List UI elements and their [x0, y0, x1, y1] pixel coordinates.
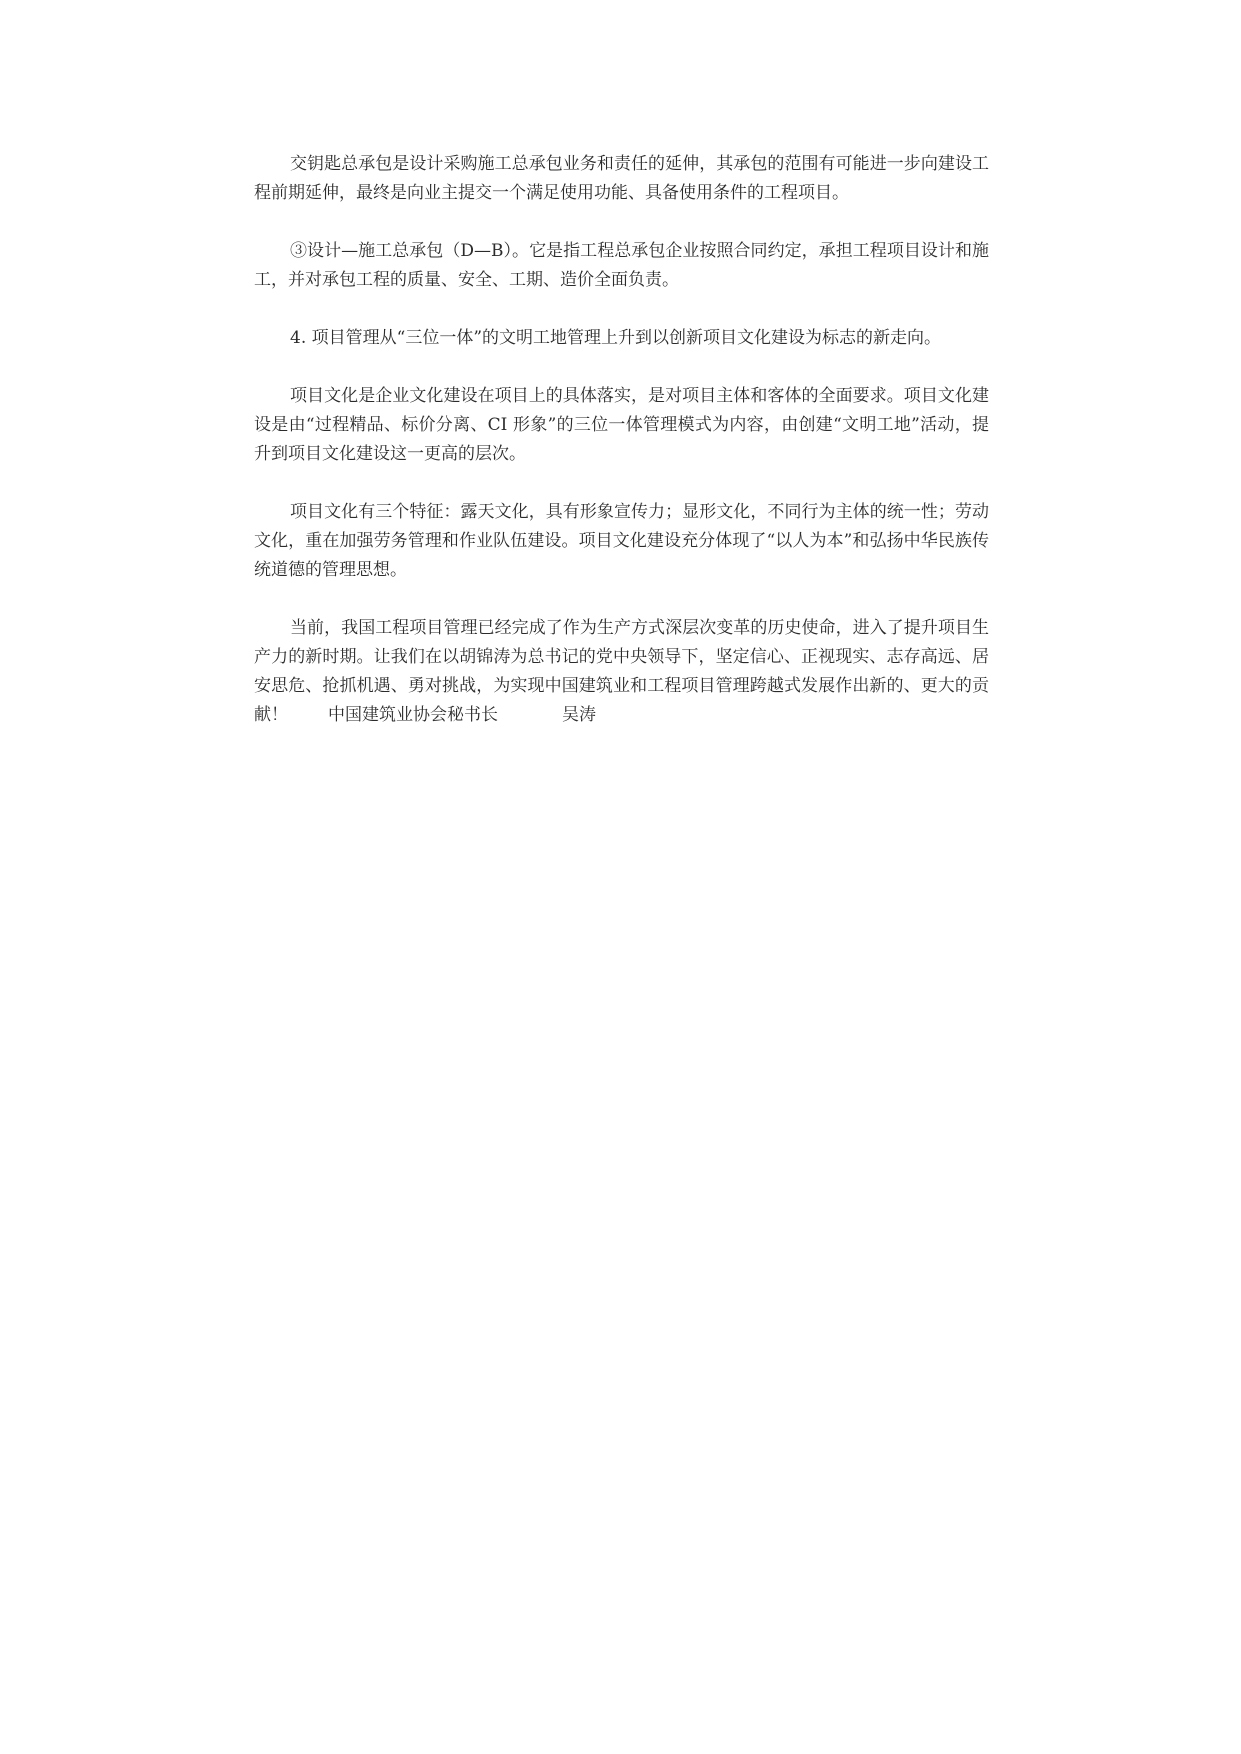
paragraph-project-culture: 项目文化是企业文化建设在项目上的具体落实，是对项目主体和客体的全面要求。项目文化建设是由“过程精品、标价分离、CI 形象”的三位一体管理模式为内容，由创建“文明工地”活动，提升到项目文化建设这一更高的层次。 [254, 386, 989, 464]
paragraph-closing [254, 614, 989, 730]
paragraph-design-build: ③设计—施工总承包（D—B）。它是指工程总承包企业按照合同约定，承担工程项目设计和施工，并对承包工程的质量、安全、工期、造价全面负责。 [254, 241, 989, 290]
signature-title: 中国建筑业协会秘书长 [328, 705, 498, 725]
paragraph-turnkey: 交钥匙总承包是设计采购施工总承包业务和责任的延伸，其承包的范围有可能进一步向建设工程前期延伸，最终是向业主提交一个满足使用功能、具备使用条件的工程项目。 [254, 154, 989, 203]
closing-text: 当前，我国工程项目管理已经完成了作为生产方式深层次变革的历史使命，进入了提升项目生产力的新时期。让我们在以胡锦涛为总书记的党中央领导下，坚定信心、正视现实、志存高远、居安思危、抢抓机遇、勇对挑战，为实现中国建筑业和工程项目管理跨越式发展作出新的、更大的贡献！ [254, 618, 989, 725]
signature-name: 吴涛 [562, 705, 596, 725]
document-body [254, 150, 989, 730]
paragraph-heading-4: 4. 项目管理从“三位一体”的文明工地管理上升到以创新项目文化建设为标志的新走向。 [290, 328, 942, 348]
paragraph-culture-features: 项目文化有三个特征：露天文化，具有形象宣传力；显形文化，不同行为主体的统一性；劳动文化，重在加强劳务管理和作业队伍建设。项目文化建设充分体现了“以人为本”和弘扬中华民族传统道德的管理思想。 [254, 502, 989, 580]
